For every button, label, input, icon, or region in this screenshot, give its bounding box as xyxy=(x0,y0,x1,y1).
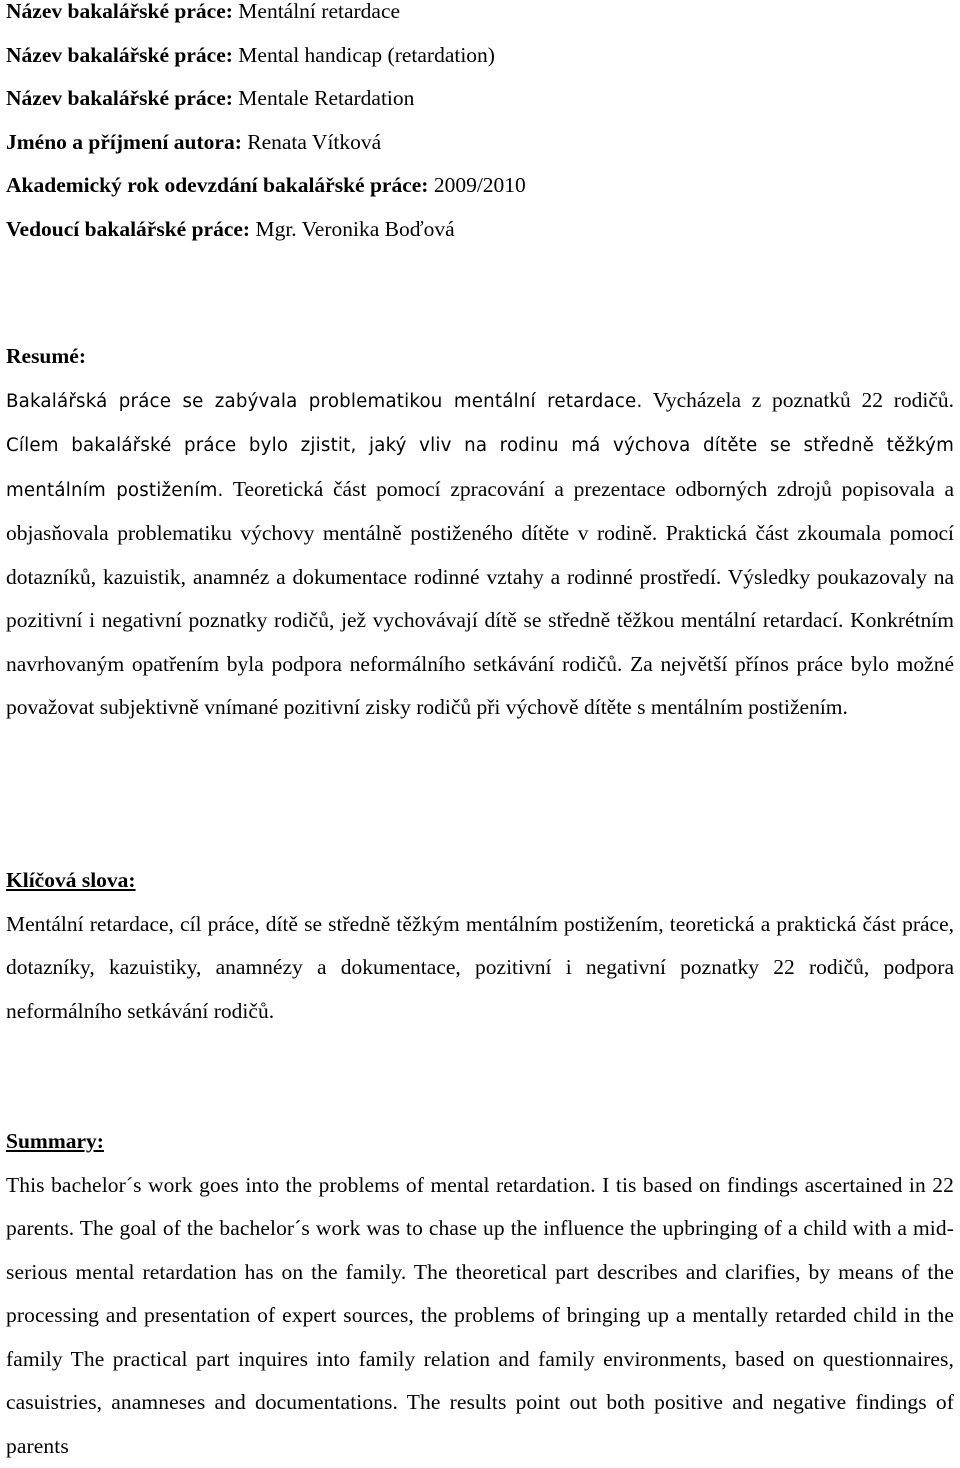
meta-value: Mgr. Veronika Boďová xyxy=(250,217,455,241)
thesis-metadata xyxy=(6,0,954,251)
meta-value: Mentální retardace xyxy=(233,0,400,23)
meta-supervisor xyxy=(6,208,954,252)
meta-title-de xyxy=(6,77,954,121)
summary-text: This bachelor´s work goes into the problems of mental retardation. I tis based on findings ascertained in 22 parents. The goal of the bachelor´s work was to chase up the influence the upbringing of a child with a mid-serious mental retardation has on the family. The theoretical part describes and clarifies, by means of the processing and presentation of expert sources, the problems of bringing up a mentally retarded child in the family The practical part inquires into family relation and family environments, based on questionnaires, casuistries, anamneses and documentations. The results point out both positive and negative findings of parents xyxy=(6,1164,954,1468)
resume-sentence-3: Cílem bakalářské práce bylo zjistit, jaký vliv na rodinu má výchova dítěte se středně těžkým mentálním postižením. xyxy=(6,435,954,501)
summary-heading: Summary: xyxy=(6,1120,954,1164)
summary-section xyxy=(6,1120,954,1468)
meta-author xyxy=(6,121,954,165)
resume-sentence-rest: Teoretická část pomocí zpracování a prezentace odborných zdrojů popisovala a objasňovala problematiku výchovy mentálně postiženého dítěte v rodině. Praktická část zkoumala pomocí dotazníků, kazuistik, anamnéz a dokumentace rodinné vztahy a rodinné prostředí. Výsledky poukazovaly na pozitivní i negativní poznatky rodičů, jež vychovávají dítě se středně těžkou mentální retardací. Konkrétním navrhovaným opatřením byla podpora neformálního setkávání rodičů. Za největší přínos práce bylo možné považovat subjektivně vnímané pozitivní zisky rodičů při výchově dítěte s mentálním postižením. xyxy=(6,477,954,720)
meta-label: Název bakalářské práce: xyxy=(6,0,233,23)
resume-section xyxy=(6,335,954,730)
meta-label: Název bakalářské práce: xyxy=(6,86,233,110)
meta-label: Název bakalářské práce: xyxy=(6,43,233,67)
meta-value: Mental handicap (retardation) xyxy=(233,43,495,67)
meta-value: Renata Vítková xyxy=(242,130,381,154)
meta-value: 2009/2010 xyxy=(428,173,525,197)
meta-title-cz xyxy=(6,0,954,34)
meta-label: Akademický rok odevzdání bakalářské práce: xyxy=(6,173,428,197)
meta-label: Vedoucí bakalářské práce: xyxy=(6,217,250,241)
resume-heading: Resumé: xyxy=(6,335,954,379)
keywords-heading: Klíčová slova: xyxy=(6,859,954,903)
resume-sentence-2: Vycházela z poznatků 22 rodičů. xyxy=(642,388,954,412)
keywords-section xyxy=(6,859,954,1033)
meta-value: Mentale Retardation xyxy=(233,86,415,110)
resume-text xyxy=(6,379,954,730)
meta-academic-year xyxy=(6,164,954,208)
resume-sentence-1: Bakalářská práce se zabývala problematikou mentální retardace. xyxy=(6,391,642,412)
keywords-text: Mentální retardace, cíl práce, dítě se středně těžkým mentálním postižením, teoretická a praktická část práce, dotazníky, kazuistiky, anamnézy a dokumentace, pozitivní i negativní poznatky 22 rodičů, podpora neformálního setkávání rodičů. xyxy=(6,903,954,1034)
meta-label: Jméno a příjmení autora: xyxy=(6,130,242,154)
meta-title-en xyxy=(6,34,954,78)
